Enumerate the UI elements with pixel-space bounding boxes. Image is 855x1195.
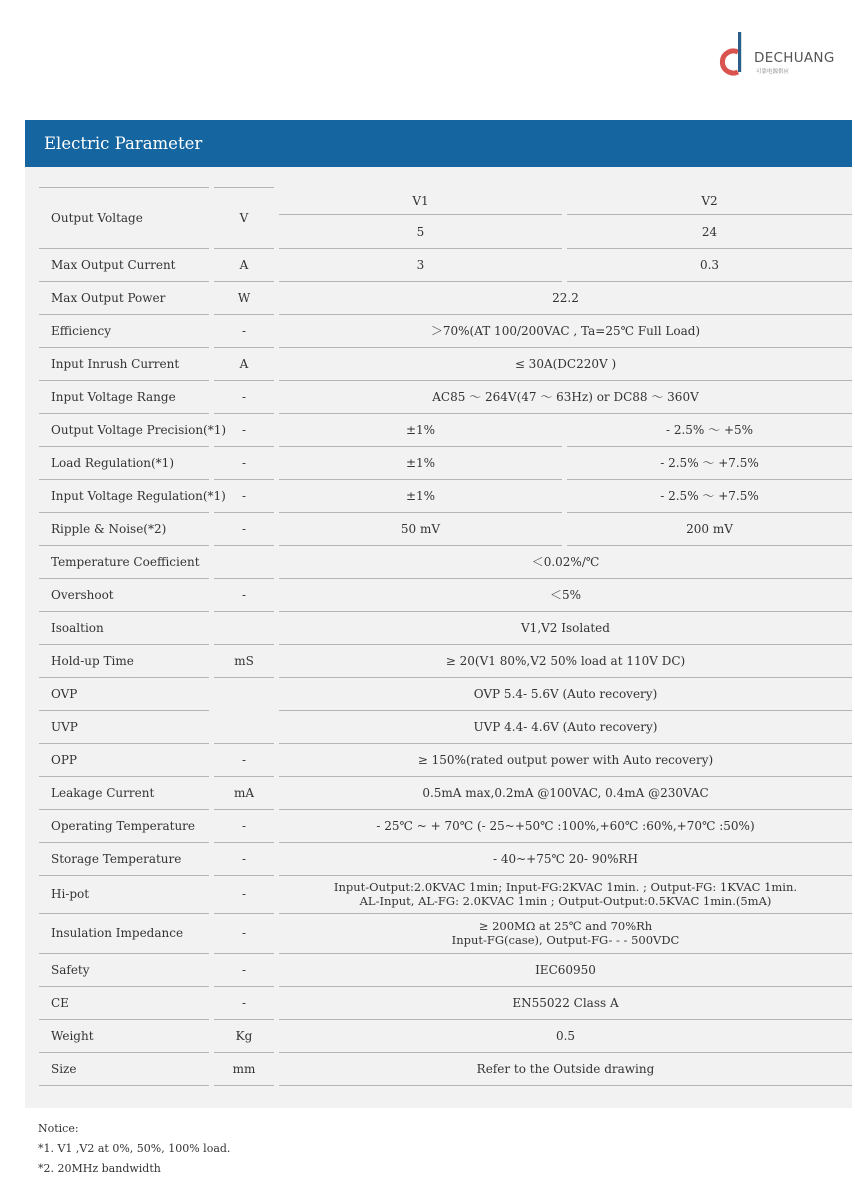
param-name: Size <box>51 1061 77 1076</box>
param-name: CE <box>51 995 69 1010</box>
table-row <box>39 479 852 512</box>
param-name: Output Voltage Precision(*1) <box>51 422 227 437</box>
row-divider <box>279 214 562 215</box>
param-name: UVP <box>51 719 78 734</box>
table-row <box>39 875 852 913</box>
param-name: Temperature Coefficient <box>51 554 200 569</box>
param-unit: mm <box>232 1061 256 1076</box>
dechuang-logo <box>716 32 855 82</box>
table-row <box>39 776 852 809</box>
v2-header: V2 <box>701 194 718 208</box>
param-name: Storage Temperature <box>51 851 182 866</box>
table-row <box>39 743 852 776</box>
brand-name: DECHUANG <box>754 50 835 66</box>
param-name: Weight <box>51 1028 94 1043</box>
table-row <box>39 1052 852 1085</box>
table-row <box>39 380 852 413</box>
v1-value: ±1% <box>405 455 436 470</box>
table-row <box>39 809 852 842</box>
value-line: ≥ 200MΩ at 25℃ and 70%Rh <box>478 919 653 933</box>
logo-mark-icon <box>716 32 756 80</box>
param-value: ＜5% <box>549 588 582 602</box>
notice-line: *2. 20MHz bandwidth <box>38 1162 161 1175</box>
param-unit <box>214 677 274 710</box>
param-unit: - <box>241 488 247 503</box>
row-divider <box>279 1085 852 1086</box>
v1-value: 3 <box>416 257 425 272</box>
notice-block <box>38 1119 230 1179</box>
param-name: Input Voltage Regulation(*1) <box>51 488 226 503</box>
param-unit: mS <box>234 653 254 668</box>
param-name: OPP <box>51 752 77 767</box>
v1-value: 5 <box>416 224 425 239</box>
table-row <box>39 545 852 578</box>
param-name: Hold-up Time <box>51 653 134 668</box>
param-name: Max Output Power <box>51 290 166 305</box>
param-value: AC85 ～ 264V(47 ～ 63Hz) or DC88 ～ 360V <box>432 390 699 404</box>
table-row <box>39 187 852 248</box>
param-value: V1,V2 Isolated <box>521 620 610 635</box>
param-unit: - <box>241 389 247 404</box>
table-row <box>39 413 852 446</box>
param-unit: - <box>241 818 247 833</box>
param-unit: - <box>241 887 247 901</box>
v1-header: V1 <box>412 194 429 208</box>
param-value: 22.2 <box>552 290 579 305</box>
param-name: Input Inrush Current <box>51 356 180 371</box>
param-name: Output Voltage <box>51 210 143 225</box>
param-unit: - <box>241 521 247 536</box>
table-row <box>39 248 852 281</box>
param-value: ≥ 20(V1 80%,V2 50% load at 110V DC) <box>445 653 686 668</box>
param-value: 0.5mA max,0.2mA @100VAC, 0.4mA @230VAC <box>422 785 709 800</box>
table-row <box>39 677 852 710</box>
table-row <box>39 1019 852 1052</box>
row-divider <box>567 214 852 215</box>
param-unit: - <box>241 323 247 338</box>
notice-line: *1. V1 ,V2 at 0%, 50%, 100% load. <box>38 1142 231 1155</box>
v2-value: 0.3 <box>699 257 720 272</box>
v2-value: 24 <box>701 224 718 239</box>
param-value-lines <box>452 919 680 947</box>
param-value: IEC60950 <box>535 962 596 977</box>
param-value: ≥ 150%(rated output power with Auto recovery) <box>417 752 714 767</box>
param-unit: - <box>241 926 247 940</box>
param-value <box>279 875 852 913</box>
param-name: Load Regulation(*1) <box>51 455 174 470</box>
param-name: Hi-pot <box>51 887 90 901</box>
table-row <box>39 281 852 314</box>
param-name: Max Output Current <box>51 257 176 272</box>
value-line: Input-Output:2.0KVAC 1min; Input-FG:2KVAC 1min. ; Output-FG: 1KVAC 1min. <box>333 880 798 894</box>
notice-title: Notice: <box>38 1122 79 1135</box>
param-name: OVP <box>51 686 78 701</box>
param-unit: V <box>239 210 249 225</box>
param-unit: - <box>241 455 247 470</box>
section-banner <box>25 120 852 167</box>
param-unit <box>214 710 274 743</box>
table-row <box>39 347 852 380</box>
v2-value: - 2.5% ～ +7.5% <box>660 489 759 503</box>
table-row <box>39 644 852 677</box>
v2-value: - 2.5% ～ +7.5% <box>660 456 759 470</box>
param-name: Overshoot <box>51 587 114 602</box>
table-row <box>39 512 852 545</box>
table-row <box>39 913 852 953</box>
param-unit: - <box>241 995 247 1010</box>
table-row <box>39 953 852 986</box>
row-divider <box>39 1085 209 1086</box>
param-name: Input Voltage Range <box>51 389 176 404</box>
table-row <box>39 314 852 347</box>
param-value: ＜0.02%/℃ <box>531 555 600 569</box>
param-value: UVP 4.4- 4.6V (Auto recovery) <box>473 719 658 734</box>
param-name: Safety <box>51 962 90 977</box>
param-unit: W <box>237 290 251 305</box>
row-divider <box>214 1085 274 1086</box>
param-value: OVP 5.4- 5.6V (Auto recovery) <box>473 686 658 701</box>
param-unit: - <box>241 422 247 437</box>
param-value: ≤ 30A(DC220V ) <box>514 356 617 371</box>
value-line: Input-FG(case), Output-FG- - - 500VDC <box>451 933 680 947</box>
param-name: Leakage Current <box>51 785 155 800</box>
table-row <box>39 986 852 1019</box>
brand-tagline: 可靠电源供应 <box>756 69 790 75</box>
v2-value: - 2.5% ～ +5% <box>665 423 754 437</box>
param-unit <box>214 545 274 578</box>
table-row <box>39 710 852 743</box>
param-unit: - <box>241 962 247 977</box>
param-value: ＞70%(AT 100/200VAC , Ta=25℃ Full Load) <box>430 324 701 338</box>
table-row <box>39 446 852 479</box>
v1-value: ±1% <box>405 488 436 503</box>
param-value: - 25℃ ~ + 70℃ (- 25~+50℃ :100%,+60℃ :60%,+70℃ :50%) <box>376 818 755 833</box>
param-name: Ripple & Noise(*2) <box>51 521 167 536</box>
table-row <box>39 578 852 611</box>
param-name: Isoaltion <box>51 620 104 635</box>
param-name: Efficiency <box>51 323 112 338</box>
table-row <box>39 611 852 644</box>
param-value-lines <box>334 880 797 908</box>
param-value: Refer to the Outside drawing <box>476 1061 655 1076</box>
param-unit: - <box>241 851 247 866</box>
param-unit: Kg <box>235 1028 253 1043</box>
param-value: 0.5 <box>555 1028 576 1043</box>
param-unit: - <box>241 587 247 602</box>
table-row <box>39 842 852 875</box>
param-unit: mA <box>233 785 255 800</box>
value-line: AL-Input, AL-FG: 2.0KVAC 1min ; Output-Output:0.5KVAC 1min.(5mA) <box>359 894 772 908</box>
v1-value: ±1% <box>405 422 436 437</box>
param-unit: - <box>241 752 247 767</box>
param-unit <box>214 611 274 644</box>
param-unit: A <box>239 356 249 371</box>
param-value <box>279 913 852 953</box>
param-name: Insulation Impedance <box>51 926 184 940</box>
v2-value: 200 mV <box>686 521 733 536</box>
v1-value: 50 mV <box>400 521 441 536</box>
section-title: Electric Parameter <box>44 134 203 153</box>
param-value: EN55022 Class A <box>512 995 619 1010</box>
param-unit: A <box>239 257 249 272</box>
param-value: - 40~+75℃ 20- 90%RH <box>492 851 639 866</box>
param-name: Operating Temperature <box>51 818 196 833</box>
